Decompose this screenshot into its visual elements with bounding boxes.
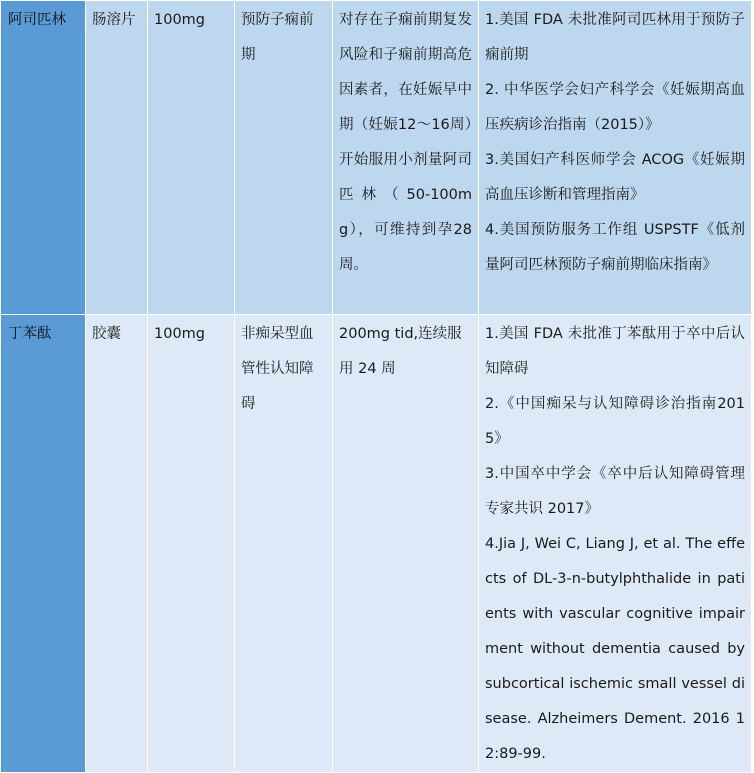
table-row <box>1 315 752 773</box>
dose-cell: 100mg <box>148 315 235 773</box>
dosage-form-cell: 肠溶片 <box>86 1 148 315</box>
references-cell <box>479 315 752 773</box>
references-cell <box>479 1 752 315</box>
drug-name-cell: 阿司匹林 <box>1 1 86 315</box>
reference-item: 3.美国妇产科医师学会 ACOG《妊娠期高血压诊断和管理指南》 <box>485 152 745 203</box>
usage-cell: 对存在子痫前期复发风险和子痫前期高危因素者，在妊娠早中期（妊娠12～16周）开始服用小剂量阿司匹林（50-100mg），可维持到孕28周。 <box>333 1 479 315</box>
reference-item: 4.Jia J, Wei C, Liang J, et al. The effects of DL-3-n-butylphthalide in patients with vascular cognitive impairment without dementia caused by subcortical ischemic small vessel disease. Alzheimers Dement. 2016 12:89-99. <box>485 536 745 762</box>
indication-cell: 非痴呆型血管性认知障碍 <box>235 315 333 773</box>
dosage-form-cell: 胶囊 <box>86 315 148 773</box>
reference-item: 2.《中国痴呆与认知障碍诊治指南2015》 <box>485 396 745 447</box>
table-row <box>1 1 752 315</box>
indication-cell: 预防子痫前期 <box>235 1 333 315</box>
usage-cell: 200mg tid,连续服用 24 周 <box>333 315 479 773</box>
reference-item: 2. 中华医学会妇产科学会《妊娠期高血压疾病诊治指南（2015）》 <box>485 82 745 133</box>
drug-name-cell: 丁苯酞 <box>1 315 86 773</box>
reference-item: 1.美国 FDA 未批准丁苯酞用于卒中后认知障碍 <box>485 326 745 377</box>
reference-item: 3.中国卒中学会《卒中后认知障碍管理专家共识 2017》 <box>485 466 745 517</box>
dose-cell: 100mg <box>148 1 235 315</box>
reference-item: 1.美国 FDA 未批准阿司匹林用于预防子痫前期 <box>485 12 745 63</box>
reference-item: 4.美国预防服务工作组 USPSTF《低剂量阿司匹林预防子痫前期临床指南》 <box>485 222 745 273</box>
